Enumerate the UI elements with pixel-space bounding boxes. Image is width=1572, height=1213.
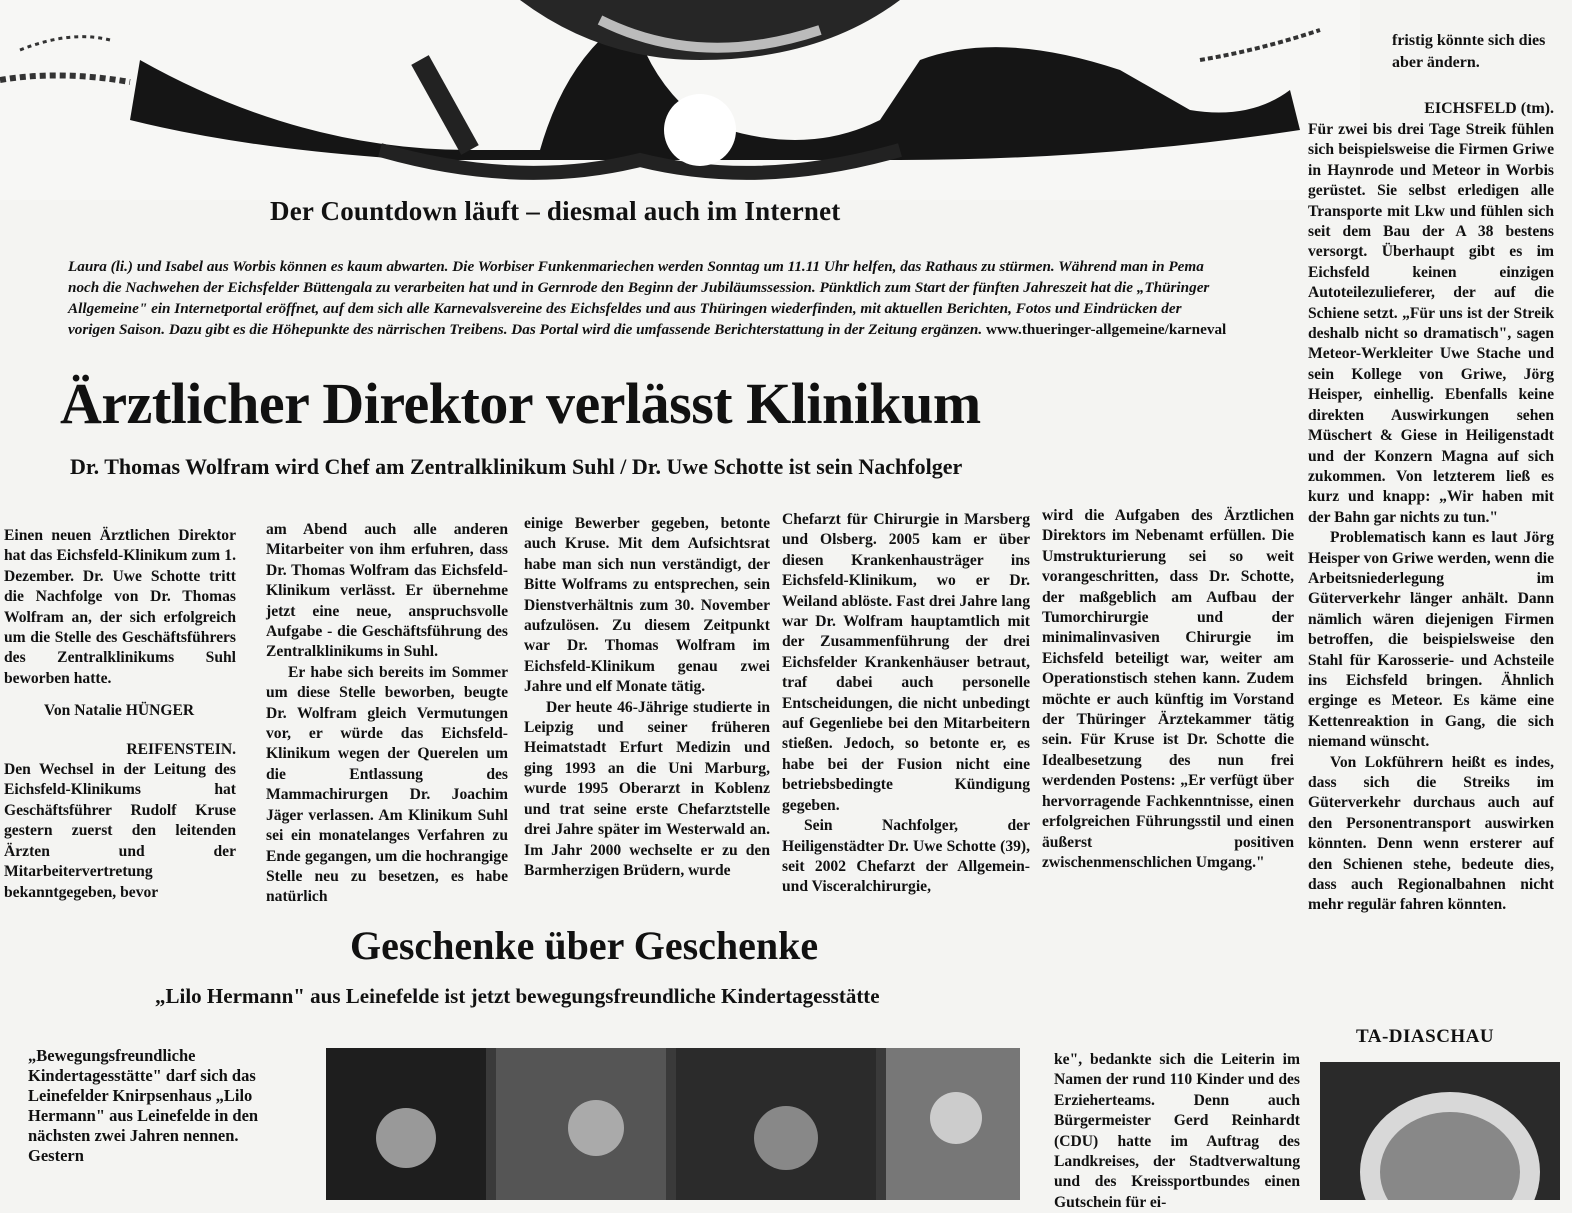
article2-subheadline: „Lilo Hermann" aus Leinefelde ist jetzt bewegungsfreundliche Kindertagesstätte [155,984,880,1008]
article-text: Er habe sich bereits im Sommer um diese Stelle beworben, beugte Dr. Wolfram gleich Vermutungen vor, er würde das Eichsfeld-Klinikum wegen der Querelen um die Entlassung des Mammachirurgen Dr. Joachim Jäger verlassen. Am Klinikum Suhl sei ein monatelanges Verfahren zu Ende gegangen, um die hochrangige Stelle neu zu besetzen, es habe natürlich [266,663,508,906]
byline: Von Natalie HÜNGER [44,702,195,720]
kindergarten-photo [326,1048,1020,1200]
article-subheadline: Dr. Thomas Wolfram wird Chef am Zentralklinikum Suhl / Dr. Uwe Schotte ist sein Nachfolger [70,454,963,479]
article-column-5 [1042,506,1294,873]
caption-headline: Der Countdown läuft – diesmal auch im Internet [270,196,841,226]
sidebar-text: Für zwei bis drei Tage Streik fühlen sich beispielsweise die Firmen Griwe in Haynrode und Meteor in Worbis gerüstet. Sie selbst erledigen alle Transporte mit Lkw und fühlen sich seit dem Bau der A 38 bestens versorgt. Überhaupt gibt es im Eichsfeld keinen einzigen Autoteilezulieferer, der auf die Schiene setzt. „Für uns ist der Streik deshalb nicht so dramatisch", sagen Meteor-Werkleiter Uwe Stache und sein Kollege von Griwe, Jörg Heisper, einhellig. Ebenfalls keine direkten Auswirkungen sehen Müschert & Giese in Heiligenstadt und der Konzern Magna auf sich zukommen. Von letzterem ließ es kurz und knapp: „Wir haben mit der Bahn gar nichts zu tun." [1308,121,1554,526]
article-column-2 [266,520,508,908]
sidebar-article [1308,120,1554,916]
article-column-1 [4,526,236,903]
caption-text [68,256,1228,340]
article-text: Der heute 46-Jährige studierte in Leipzig und seiner früheren Heimatstadt Erfurt Medizin und ging 1993 an die Uni Marburg, wurde 1995 Oberarzt in Koblenz und trat seine erste Chefarztstelle drei Jahre später im Westerwald an. Im Jahr 2000 wechselte er zu den Barmherzigen Brüdern, wurde [524,698,770,879]
sidebar-top-text: fristig könnte sich dies aber ändern. [1392,32,1546,71]
article-text: am Abend auch alle anderen Mitarbeiter von ihm erfuhren, dass Dr. Thomas Wolfram das Eichsfeld-Klinikum verlässt. Er übernehme jetzt eine neue, anspruchsvolle Aufgabe - die Geschäftsführung des Zentralklinikums in Suhl. [266,521,508,661]
sidebar-dateline: EICHSFELD (tm). [1424,100,1554,117]
diashau-photo [1320,1062,1560,1200]
sidebar-text: Von Lokführern heißt es indes, dass sich die Streiks im Güterverkehr durchaus auch auf den Personentransport auswirken könnten. Denn wenn ersterer auf den Schienen stehe, bedeute dies, dass auch Regionalbahnen nicht mehr regulär fahren könnten. [1308,753,1554,914]
article-column-4 [782,510,1030,898]
carnival-photo [0,0,1360,200]
article2-left-text: „Bewegungsfreundliche Kindertagesstätte" darf sich das Leinefelder Knirpsenhaus „Lilo Hermann" aus Leinefelde in den nächsten zwei Jahren nennen. Gestern [28,1046,259,1165]
article2-right-text: ke", bedankte sich die Leiterin im Namen der rund 110 Kinder und des Erzieherteams. Denn auch Bürgermeister Gerd Reinhardt (CDU) hatte im Auftrag des Landkreises, der Stadtverwaltung und des Kreissportbundes einen Gutschein für ei- [1054,1051,1300,1211]
ta-diashau-label: TA-DIASCHAU [1356,1026,1495,1047]
article-headline: Ärztlicher Direktor verlässt Klinikum [60,371,981,436]
dateline: REIFENSTEIN. [126,740,236,758]
article-column-3 [524,514,770,881]
article-text: einige Bewerber gegeben, betonte auch Kruse. Mit dem Aufsichtsrat habe man sich nun verständigt, der Bitte Wolframs zu entsprechen, sein Dienstverhältnis zum 30. November aufzulösen. Zu diesem Zeitpunkt war Dr. Thomas Wolfram im Eichsfeld-Klinikum genau zwei Jahre und elf Monate tätig. [524,515,770,696]
article-text: wird die Aufgaben des Ärztlichen Direktors im Nebenamt erfüllen. Die Umstrukturierung sei so weit vorangeschritten, dass Dr. Schotte, der maßgeblich am Aufbau der Tumorchirurgie und der minimalinvasiven Chirurgie im Eichsfeld beteiligt war, weiter am Operationstisch stehen kann. Zudem möchte er auch künftig im Vorstand der Thüringer Ärztekammer tätig sein. Für Kruse ist Dr. Schotte die Idealbesetzung des nun frei werdenden Postens: „Er verfügt über hervorragende Fachkenntnisse, einen erfolgreichen Führungsstil und einen äußerst positiven zwischenmenschlichen Umgang." [1042,507,1294,871]
article-text: Chefarzt für Chirurgie in Marsberg und Olsberg. 2005 kam er über diesen Krankenhausträger ins Eichsfeld-Klinikum, wo er Dr. Weiland ablöste. Fast drei Jahre lang war Dr. Wolfram hauptamtlich mit der Zusammenführung der drei Eichsfelder Krankenhäuser betraut, traf dabei auch personelle Entscheidungen, die nicht unbedingt auf Gegenliebe bei den Mitarbeitern stießen. Jedoch, so betonte er, es habe bei der Fusion nicht eine betriebsbedingte Kündigung gegeben. [782,511,1030,814]
caption-url-link[interactable]: www.thueringer-allgemeine/karneval [985,321,1227,338]
article2-headline: Geschenke über Geschenke [350,923,819,968]
sidebar-text: Problematisch kann es laut Jörg Heisper von Griwe werden, wenn die Arbeitsniederlegung im Güterverkehr länger anhält. Dann nämlich wären diejenigen Firmen betroffen, die beispielsweise den Stahl für Karosserie- und Achsteile ins Eichsfeld bringen. Ähnlich erginge es Meteor. Es käme eine Kettenreaktion in Gang, die sich niemand wünscht. [1308,529,1554,751]
article-text: Sein Nachfolger, der Heiligenstädter Dr. Uwe Schotte (39), seit 2002 Chefarzt der Allgemein- und Visceralchirurgie, [782,817,1030,896]
caption-body-text: Laura (li.) und Isabel aus Worbis können es kaum abwarten. Die Worbiser Funkenmariechen werden Sonntag um 11.11 Uhr helfen, das Rathaus zu stürmen. Während man in Pema noch die Nachwehen der Eichsfelder Büttengala zu verarbeiten hat und in Gernrode den Beginn der Jubiläumssession. Pünktlich zum Start der fünften Jahreszeit hat die „Thüringer Allgemeine" ein Internetportal eröffnet, auf dem sich alle Karnevalsvereine des Eichsfeldes und aus Thüringen wiederfinden, mit aktuellen Berichten, Fotos und Eindrücken der vorigen Saison. Dazu gibt es die Höhepunkte des närrischen Treibens. Das Portal wird die umfassende Berichterstattung in der Zeitung ergänzen. [68,258,1210,338]
article-text: Den Wechsel in der Leitung des Eichsfeld-Klinikums hat Geschäftsführer Rudolf Kruse gestern zuerst den leitenden Ärzten und der Mitarbeitervertretung bekanntgegeben, bevor [4,761,236,901]
article-intro: Einen neuen Ärztlichen Direktor hat das Eichsfeld-Klinikum zum 1. Dezember. Dr. Uwe Schotte tritt die Nachfolge von Dr. Thomas Wolfram an, der sich erfolgreich um die Stelle des Geschäftsführers des Zentralklinikums Suhl beworben hatte. [4,527,236,687]
